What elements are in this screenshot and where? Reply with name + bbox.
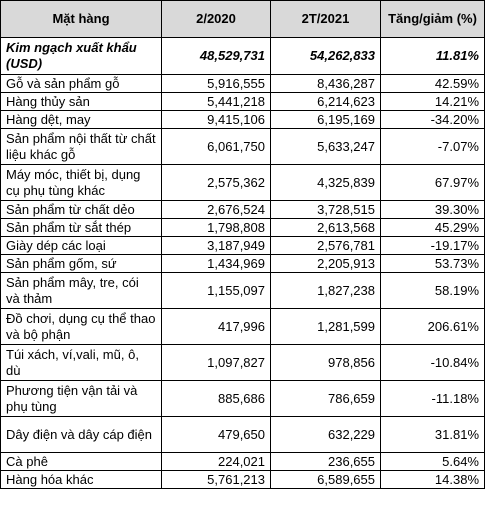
row-change: 14.38%	[381, 471, 485, 489]
row-change: 5.64%	[381, 453, 485, 471]
row-value-2021: 786,659	[271, 381, 381, 417]
row-change: -19.17%	[381, 237, 485, 255]
table-row	[1, 75, 485, 93]
row-change: 58.19%	[381, 273, 485, 309]
row-name: Sản phẩm từ sắt thép	[1, 219, 162, 237]
row-name: Phương tiện vận tải và phụ tùng	[1, 381, 162, 417]
row-value-2020: 224,021	[162, 453, 271, 471]
row-value-2020: 5,916,555	[162, 75, 271, 93]
row-value-2020: 1,434,969	[162, 255, 271, 273]
table-row	[1, 381, 485, 417]
row-value-2020: 2,676,524	[162, 201, 271, 219]
row-name: Sản phẩm nội thất từ chất liệu khác gỗ	[1, 129, 162, 165]
row-value-2021: 1,281,599	[271, 309, 381, 345]
row-value-2021: 5,633,247	[271, 129, 381, 165]
table-row	[1, 453, 485, 471]
table-row	[1, 309, 485, 345]
row-value-2021: 6,195,169	[271, 111, 381, 129]
row-change: 53.73%	[381, 255, 485, 273]
table-row	[1, 417, 485, 453]
row-value-2021: 2,576,781	[271, 237, 381, 255]
total-change: 11.81%	[381, 38, 485, 75]
row-name: Hàng dệt, may	[1, 111, 162, 129]
row-change: 42.59%	[381, 75, 485, 93]
table-row	[1, 129, 485, 165]
total-row	[1, 38, 485, 75]
table-row	[1, 237, 485, 255]
row-name: Hàng hóa khác	[1, 471, 162, 489]
row-name: Sản phẩm mây, tre, cói và thảm	[1, 273, 162, 309]
row-value-2021: 2,613,568	[271, 219, 381, 237]
header-2021: 2T/2021	[271, 1, 381, 38]
total-2021: 54,262,833	[271, 38, 381, 75]
row-change: 14.21%	[381, 93, 485, 111]
row-change: 206.61%	[381, 309, 485, 345]
row-change: -34.20%	[381, 111, 485, 129]
row-value-2021: 6,214,623	[271, 93, 381, 111]
table-row	[1, 255, 485, 273]
row-value-2020: 1,097,827	[162, 345, 271, 381]
row-change: 31.81%	[381, 417, 485, 453]
total-label: Kim ngạch xuất khẩu (USD)	[1, 38, 162, 75]
row-value-2020: 6,061,750	[162, 129, 271, 165]
row-change: -7.07%	[381, 129, 485, 165]
row-value-2020: 479,650	[162, 417, 271, 453]
row-name: Cà phê	[1, 453, 162, 471]
row-change: -10.84%	[381, 345, 485, 381]
row-value-2020: 3,187,949	[162, 237, 271, 255]
row-name: Gỗ và sản phẩm gỗ	[1, 75, 162, 93]
row-name: Túi xách, ví,vali, mũ, ô, dù	[1, 345, 162, 381]
row-value-2021: 4,325,839	[271, 165, 381, 201]
row-name: Đồ chơi, dụng cụ thể thao và bộ phận	[1, 309, 162, 345]
row-value-2020: 5,441,218	[162, 93, 271, 111]
row-name: Máy móc, thiết bị, dụng cụ phụ tùng khác	[1, 165, 162, 201]
row-change: 67.97%	[381, 165, 485, 201]
table-row	[1, 273, 485, 309]
row-name: Sản phẩm từ chất dẻo	[1, 201, 162, 219]
row-name: Hàng thủy sản	[1, 93, 162, 111]
header-2020: 2/2020	[162, 1, 271, 38]
table-header-row	[1, 1, 485, 38]
row-value-2020: 5,761,213	[162, 471, 271, 489]
row-value-2020: 2,575,362	[162, 165, 271, 201]
row-value-2021: 236,655	[271, 453, 381, 471]
row-value-2020: 1,155,097	[162, 273, 271, 309]
row-value-2021: 3,728,515	[271, 201, 381, 219]
row-change: -11.18%	[381, 381, 485, 417]
row-change: 39.30%	[381, 201, 485, 219]
header-change: Tăng/giảm (%)	[381, 1, 485, 38]
total-2020: 48,529,731	[162, 38, 271, 75]
row-value-2021: 6,589,655	[271, 471, 381, 489]
row-name: Dây điện và dây cáp điện	[1, 417, 162, 453]
row-value-2020: 417,996	[162, 309, 271, 345]
row-value-2021: 978,856	[271, 345, 381, 381]
row-value-2021: 8,436,287	[271, 75, 381, 93]
row-value-2020: 9,415,106	[162, 111, 271, 129]
table-row	[1, 165, 485, 201]
row-value-2020: 1,798,808	[162, 219, 271, 237]
table-row	[1, 93, 485, 111]
row-change: 45.29%	[381, 219, 485, 237]
table-row	[1, 219, 485, 237]
row-value-2021: 632,229	[271, 417, 381, 453]
table-row	[1, 111, 485, 129]
row-value-2021: 1,827,238	[271, 273, 381, 309]
header-item: Mặt hàng	[1, 1, 162, 38]
row-name: Giày dép các loại	[1, 237, 162, 255]
row-value-2021: 2,205,913	[271, 255, 381, 273]
table-row	[1, 471, 485, 489]
row-name: Sản phẩm gốm, sứ	[1, 255, 162, 273]
table-row	[1, 345, 485, 381]
row-value-2020: 885,686	[162, 381, 271, 417]
table-row	[1, 201, 485, 219]
